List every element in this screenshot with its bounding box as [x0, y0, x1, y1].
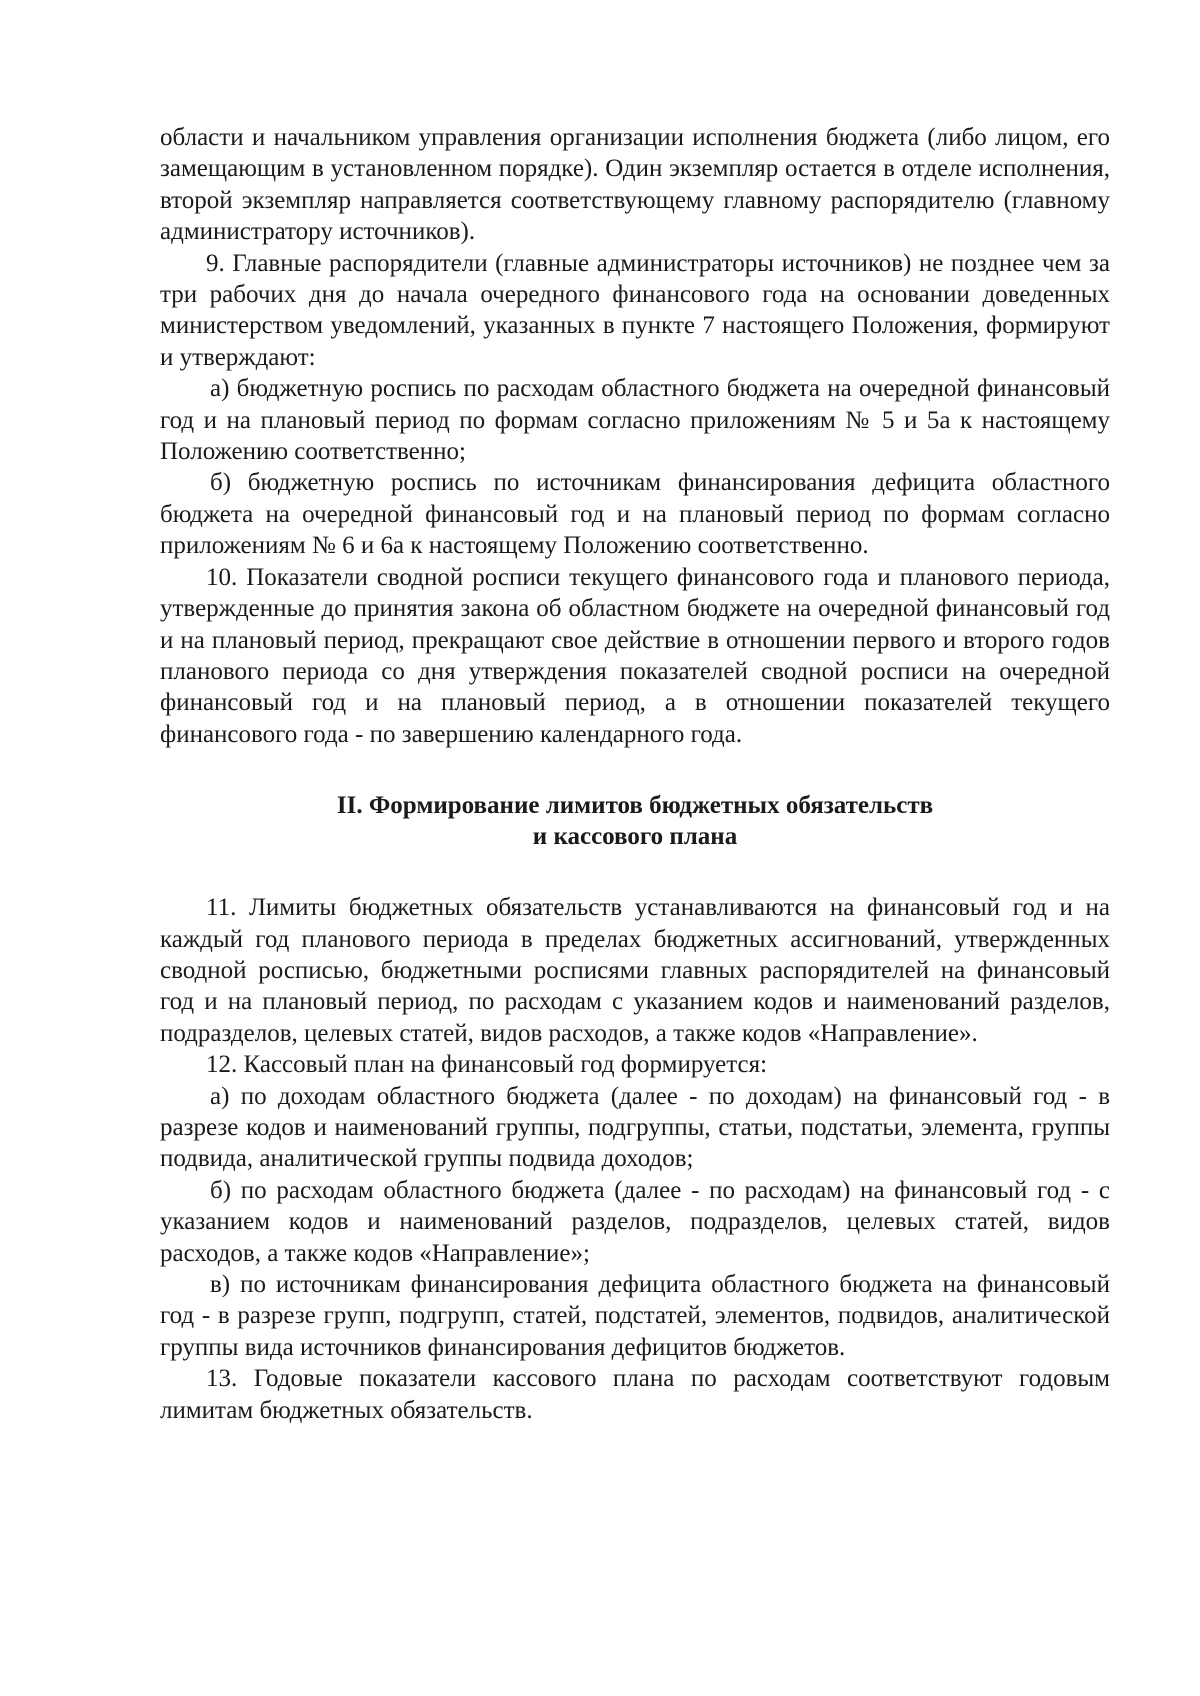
paragraph-item-12b: б) по расходам областного бюджета (далее - по расходам) на финансовый год - с указанием кодов и наименований разделов, подразделов, целевых статей, видов расходов, а также кодов «Направление»; [160, 1176, 1110, 1267]
paragraph-item-13: 13. Годовые показатели кассового плана по расходам соответствуют годовым лимитам бюджетных обязательств. [160, 1365, 1110, 1424]
paragraph-item-9a: а) бюджетную роспись по расходам областного бюджета на очередной финансовый год и на плановый период по формам согласно приложениям № 5 и 5а к настоящему Положению соответственно; [160, 375, 1110, 466]
paragraph-item-11: 11. Лимиты бюджетных обязательств устанавливаются на финансовый год и на каждый год планового периода в пределах бюджетных ассигнований, утвержденных сводной росписью, бюджетными росписями главных распорядителей на финансовый год и на плановый период, по расходам с указанием кодов и наименований разделов, подразделов, целевых статей, видов расходов, а также кодов «Направление». [160, 894, 1110, 1047]
paragraph-item-12c: в) по источникам финансирования дефицита областного бюджета на финансовый год - в разрезе групп, подгрупп, статей, подстатей, элементов, подвидов, аналитической группы вида источников финансирования дефицитов бюджетов. [160, 1271, 1110, 1361]
paragraph-continuation: области и начальником управления организации исполнения бюджета (либо лицом, его замещающим в установленном порядке). Один экземпляр остается в отделе исполнения, второй экземпляр направляется соответствующему главному распорядителю (главному администратору источников). [160, 124, 1110, 246]
paragraph-item-12a: а) по доходам областного бюджета (далее - по доходам) на финансовый год - в разрезе кодов и наименований группы, подгруппы, статьи, подстатьи, элемента, группы подвида, аналитической группы подвида доходов; [160, 1082, 1110, 1173]
section-heading-line-1: II. Формирование лимитов бюджетных обязательств [336, 792, 934, 820]
section-heading-line-2: и кассового плана [532, 823, 738, 851]
paragraph-item-10: 10. Показатели сводной росписи текущего финансового года и планового периода, утвержденные до принятия закона об областном бюджете на очередной финансовый год и на плановый период, прекращают свое действие в отношении первого и второго годов планового периода со дня утверждения показателей сводной росписи на очередной финансовый год и на плановый период, а в отношении показателей текущего финансового года - по завершению календарного года. [160, 563, 1110, 748]
paragraph-item-12: 12. Кассовый план на финансовый год формируется: [206, 1051, 768, 1079]
paragraph-item-9: 9. Главные распорядители (главные администраторы источников) не позднее чем за три рабочих дня до начала очередного финансового года на основании доведенных министерством уведомлений, указанных в пункте 7 настоящего Положения, формируют и утверждают: [160, 249, 1110, 371]
paragraph-item-9b: б) бюджетную роспись по источникам финансирования дефицита областного бюджета на очередной финансовый год и на плановый период по формам согласно приложениям № 6 и 6а к настоящему Положению соответственно. [160, 469, 1110, 560]
section-spacer [160, 852, 1110, 892]
section-heading [160, 790, 1110, 852]
document-body [160, 122, 1110, 1426]
